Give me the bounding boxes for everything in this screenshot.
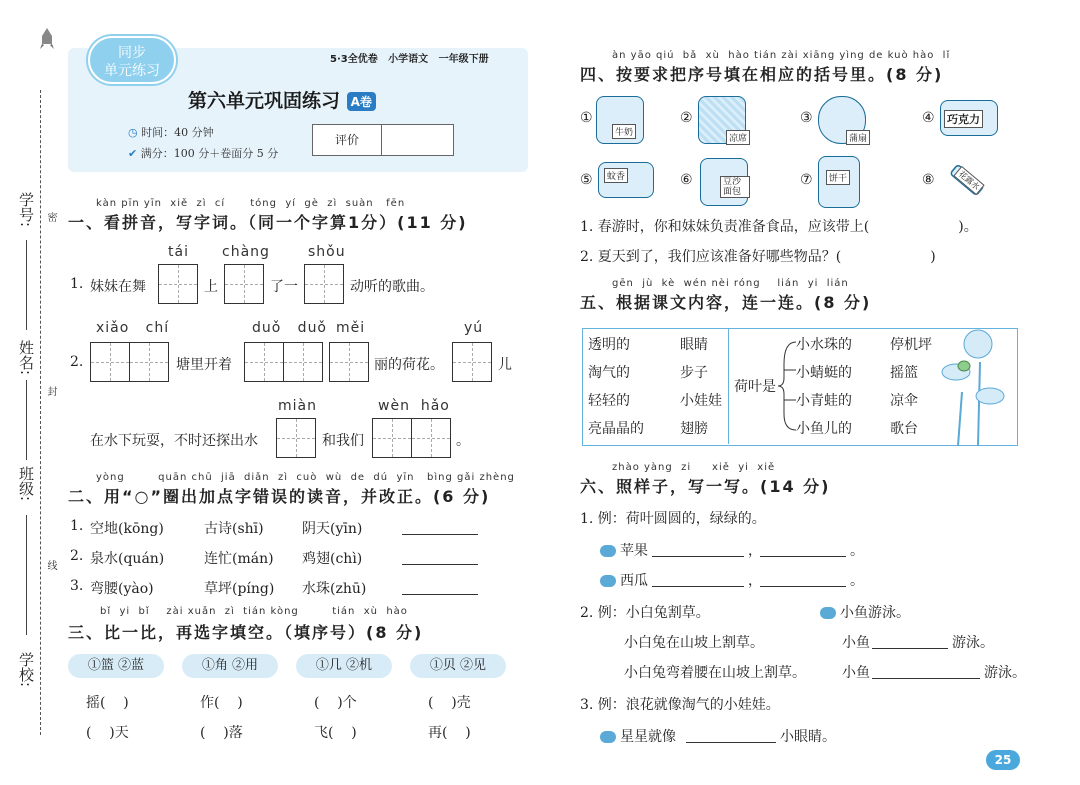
s3-pinyin: bǐ yi bǐ zài xuǎn zì tián kòng tián xù hào: [100, 606, 408, 617]
score-info: ✔ 满分：100 分＋卷面分 5 分: [128, 147, 279, 160]
s2-r3-b: 草坪(píng): [204, 581, 275, 597]
match-divider: [728, 328, 729, 444]
match-col1-4[interactable]: 亮晶晶的: [588, 421, 644, 437]
s1q1-py3: shǒu: [308, 244, 346, 260]
s6-title: 六、照样子，写一写。(14 分): [580, 477, 831, 496]
page-title: 第六单元巩固练习 A卷: [188, 86, 376, 113]
s6-q2-l2: 小白兔弯着腰在山坡上割草。: [624, 665, 806, 681]
match-col3-1[interactable]: 小水珠的: [796, 337, 852, 353]
s6-q3-example: 3. 例：浪花就像淘气的小娃娃。: [580, 697, 780, 713]
time-info: ◷ 时间：40 分钟: [128, 126, 214, 139]
match-col2-2[interactable]: 步子: [680, 365, 708, 381]
match-col3-3[interactable]: 小青蛙的: [796, 393, 852, 409]
option-pill: ①篮 ②蓝: [68, 654, 164, 678]
mat-label: 凉席: [726, 130, 750, 145]
s3-r2-d[interactable]: 再( ): [428, 725, 471, 741]
match-col3-4[interactable]: 小鱼儿的: [796, 421, 852, 437]
s2-pinyin: yòng quān chū jiā diǎn zì cuò wù de dú yīn bìng gǎi zhèng: [96, 472, 515, 483]
match-center: 荷叶是: [734, 379, 776, 395]
s4-title: 四、按要求把序号填在相应的括号里。(8 分): [580, 65, 944, 84]
s6-q3-a: 星星就像: [600, 726, 676, 746]
s6-pinyin: zhào yàng zi xiě yi xiě: [612, 462, 776, 473]
s3-r1-b[interactable]: 作( ): [200, 695, 243, 711]
s3-r2-a[interactable]: ( )天: [86, 725, 129, 741]
answer-line[interactable]: [652, 586, 744, 587]
rocket-icon: [40, 28, 54, 50]
s3-r2-b[interactable]: ( )落: [200, 725, 243, 741]
s1q1-num: 1.: [70, 276, 84, 292]
write-box[interactable]: [372, 418, 412, 458]
s2-r1-c: 阴天(yīn): [302, 521, 363, 537]
match-brace: [778, 334, 798, 438]
s2-r3-a: 弯腰(yào): [90, 581, 154, 597]
feng-mark: 封: [45, 386, 56, 396]
s2-r3-num: 3.: [70, 578, 84, 594]
evaluation-box: [312, 124, 454, 156]
s1-pinyin: kàn pīn yīn xiě zì cí tóng yí gè zì suàn fēn: [96, 198, 406, 209]
match-col3-2[interactable]: 小蜻蜓的: [796, 365, 852, 381]
answer-line[interactable]: [872, 678, 980, 679]
s4-item8-num: ⑧: [922, 172, 935, 188]
s6-q1-example: 1. 例：荷叶圆圆的，绿绿的。: [580, 511, 766, 527]
s1q2-t3: 儿: [498, 357, 512, 373]
s6-q2-l1b: 小鱼: [842, 635, 870, 651]
s4-item6-num: ⑥: [680, 172, 693, 188]
answer-line[interactable]: [872, 648, 948, 649]
s4-item2-num: ②: [680, 110, 693, 126]
frog-icon: [600, 731, 616, 743]
match-col2-3[interactable]: 小娃娃: [680, 393, 722, 409]
s2-r1-a: 空地(kōng): [90, 521, 164, 537]
s1-title: 一、看拼音，写字词。（同一个字算1分）(11 分): [68, 213, 468, 232]
s3-title: 三、比一比，再选字填空。（填序号）(8 分): [68, 623, 424, 642]
biscuit-label: 饼干: [826, 170, 850, 185]
answer-line[interactable]: [652, 556, 744, 557]
answer-line[interactable]: [760, 586, 846, 587]
option-pill: ①贝 ②见: [410, 654, 506, 678]
s1q1-t2: 上: [204, 279, 218, 295]
s4-q1: 1. 春游时，你和妹妹负责准备食品，应该带上( )。: [580, 219, 978, 235]
s4-item3-num: ③: [800, 110, 813, 126]
comma: ，: [748, 573, 762, 589]
s1q2-t4: 在水下玩耍，不时还探出水: [90, 433, 258, 449]
match-col2-4[interactable]: 翅膀: [680, 421, 708, 437]
s2-r2-num: 2.: [70, 548, 84, 564]
s2-title: 二、用“○”圈出加点字错误的读音，并改正。(6 分): [68, 487, 491, 506]
match-col1-1[interactable]: 透明的: [588, 337, 630, 353]
s1q1-py2: chàng: [222, 244, 270, 260]
mi-mark: 密: [45, 212, 56, 222]
clock-icon: ◷: [128, 126, 138, 139]
write-box[interactable]: [129, 342, 169, 382]
answer-line[interactable]: [760, 556, 846, 557]
s6-q2-l2b: 小鱼: [842, 665, 870, 681]
s6-q2-example: 2. 例：小白兔割草。: [580, 605, 710, 621]
school-label: 学校:: [17, 652, 35, 688]
s1q1-t3: 了一: [270, 279, 298, 295]
s6-q1-a: 苹果: [600, 540, 648, 560]
s4-item1-num: ①: [580, 110, 593, 126]
s3-r2-c[interactable]: 飞( ): [314, 725, 357, 741]
option-pill: ①角 ②用: [182, 654, 278, 678]
name-label: 姓名:: [17, 340, 35, 376]
answer-line[interactable]: [402, 564, 478, 565]
number-line: [26, 240, 27, 330]
evaluation-label: 评价: [313, 125, 382, 155]
s6-q3-b: 小眼睛。: [780, 729, 836, 745]
lotus-illustration: [938, 322, 1008, 446]
s1q2-py3: měi: [336, 320, 366, 336]
match-col2-1[interactable]: 眼睛: [680, 337, 708, 353]
frog-icon: [600, 545, 616, 557]
comma: ，: [748, 543, 762, 559]
s1q2-t1: 塘里开着: [176, 357, 232, 373]
s5-pinyin: gēn jù kè wén nèi róng lián yi lián: [612, 278, 849, 289]
s2-r1-num: 1.: [70, 518, 84, 534]
write-box[interactable]: [244, 342, 284, 382]
s2-r1-b: 古诗(shī): [204, 521, 264, 537]
binding-dashed-line: [40, 90, 41, 735]
s2-r2-b: 连忙(mán): [204, 551, 274, 567]
page-number: 25: [986, 750, 1020, 770]
chocolate-label: 巧克力: [944, 110, 983, 128]
s1q2-py4: yú: [464, 320, 484, 336]
s4-q2: 2. 夏天到了，我们应该准备好哪些物品？( ): [580, 249, 936, 265]
title-badge: A卷: [347, 92, 376, 111]
s3-r1-d[interactable]: ( )壳: [428, 695, 471, 711]
s5-title: 五、根据课文内容，连一连。(8 分): [580, 293, 872, 312]
s1q1-py1: tái: [168, 244, 189, 260]
unit-badge: 同步 单元练习: [88, 36, 176, 84]
match-col4-2[interactable]: 摇篮: [890, 365, 918, 381]
s2-r3-c: 水珠(zhū): [302, 581, 367, 597]
write-box[interactable]: [276, 418, 316, 458]
xian-mark: 线: [45, 560, 56, 570]
match-col4-4[interactable]: 歌台: [890, 421, 918, 437]
write-box[interactable]: [329, 342, 369, 382]
bread-label: 豆沙面包: [720, 176, 750, 198]
s3-r1-a[interactable]: 摇( ): [86, 695, 129, 711]
match-col1-2[interactable]: 淘气的: [588, 365, 630, 381]
s1q2-py6: wèn hǎo: [378, 398, 450, 414]
mosquito-coil-label: 蚊香: [604, 168, 628, 183]
s3-r1-c[interactable]: ( )个: [314, 695, 357, 711]
write-box[interactable]: [283, 342, 323, 382]
s1q2-t6: 。: [456, 433, 470, 449]
match-col4-3[interactable]: 凉伞: [890, 393, 918, 409]
s1q1-t1: 妹妹在舞: [90, 279, 146, 295]
frog-icon: [820, 607, 836, 619]
s1q2-py5: miàn: [278, 398, 317, 414]
s4-item7-num: ⑦: [800, 172, 813, 188]
write-box[interactable]: [411, 418, 451, 458]
series-info: 5·3全优卷 小学语文 一年级下册: [330, 54, 489, 65]
milk-label: 牛奶: [612, 124, 636, 139]
s4-pinyin: àn yāo qiú bǎ xù hào tián zài xiāng yìng de kuò hào lǐ: [612, 50, 951, 61]
s2-r2-c: 鸡翅(chì): [302, 551, 363, 567]
s6-q1-b: 西瓜: [600, 570, 648, 590]
s6-q2-l1c: 游泳。: [952, 635, 994, 651]
s1q2-t2: 丽的荷花。: [374, 357, 444, 373]
s6-q2-l2c: 游泳。: [984, 665, 1026, 681]
match-col1-3[interactable]: 轻轻的: [588, 393, 630, 409]
s2-r2-a: 泉水(quán): [90, 551, 165, 567]
s6-q2-fish: 小鱼游泳。: [820, 602, 910, 622]
write-box[interactable]: [90, 342, 130, 382]
fan-label: 蒲扇: [846, 130, 870, 145]
s1q2-num: 2.: [70, 354, 84, 370]
s1q2-t5: 和我们: [322, 433, 364, 449]
s4-item4-num: ④: [922, 110, 935, 126]
answer-line[interactable]: [402, 594, 478, 595]
write-box[interactable]: [304, 264, 344, 304]
period: 。: [850, 543, 864, 559]
class-line: [26, 515, 27, 635]
s6-q2-l1: 小白兔在山坡上割草。: [624, 635, 764, 651]
write-box[interactable]: [158, 264, 198, 304]
frog-icon: [600, 575, 616, 587]
s1q1-t4: 动听的歌曲。: [350, 279, 434, 295]
s4-item5-num: ⑤: [580, 172, 593, 188]
match-col4-1[interactable]: 停机坪: [890, 337, 932, 353]
answer-line[interactable]: [686, 742, 776, 743]
class-label: 班级:: [17, 466, 35, 502]
s1q2-py2: duǒ duǒ: [252, 320, 328, 336]
option-pill: ①几 ②机: [296, 654, 392, 678]
period: 。: [850, 573, 864, 589]
name-line: [26, 380, 27, 460]
toilet-water-label: 花露水: [953, 166, 984, 195]
write-box[interactable]: [224, 264, 264, 304]
check-icon: ✔: [128, 147, 138, 160]
number-label: 学号:: [17, 192, 35, 228]
answer-line[interactable]: [402, 534, 478, 535]
write-box[interactable]: [452, 342, 492, 382]
s1q2-py1: xiǎo chí: [96, 320, 170, 336]
